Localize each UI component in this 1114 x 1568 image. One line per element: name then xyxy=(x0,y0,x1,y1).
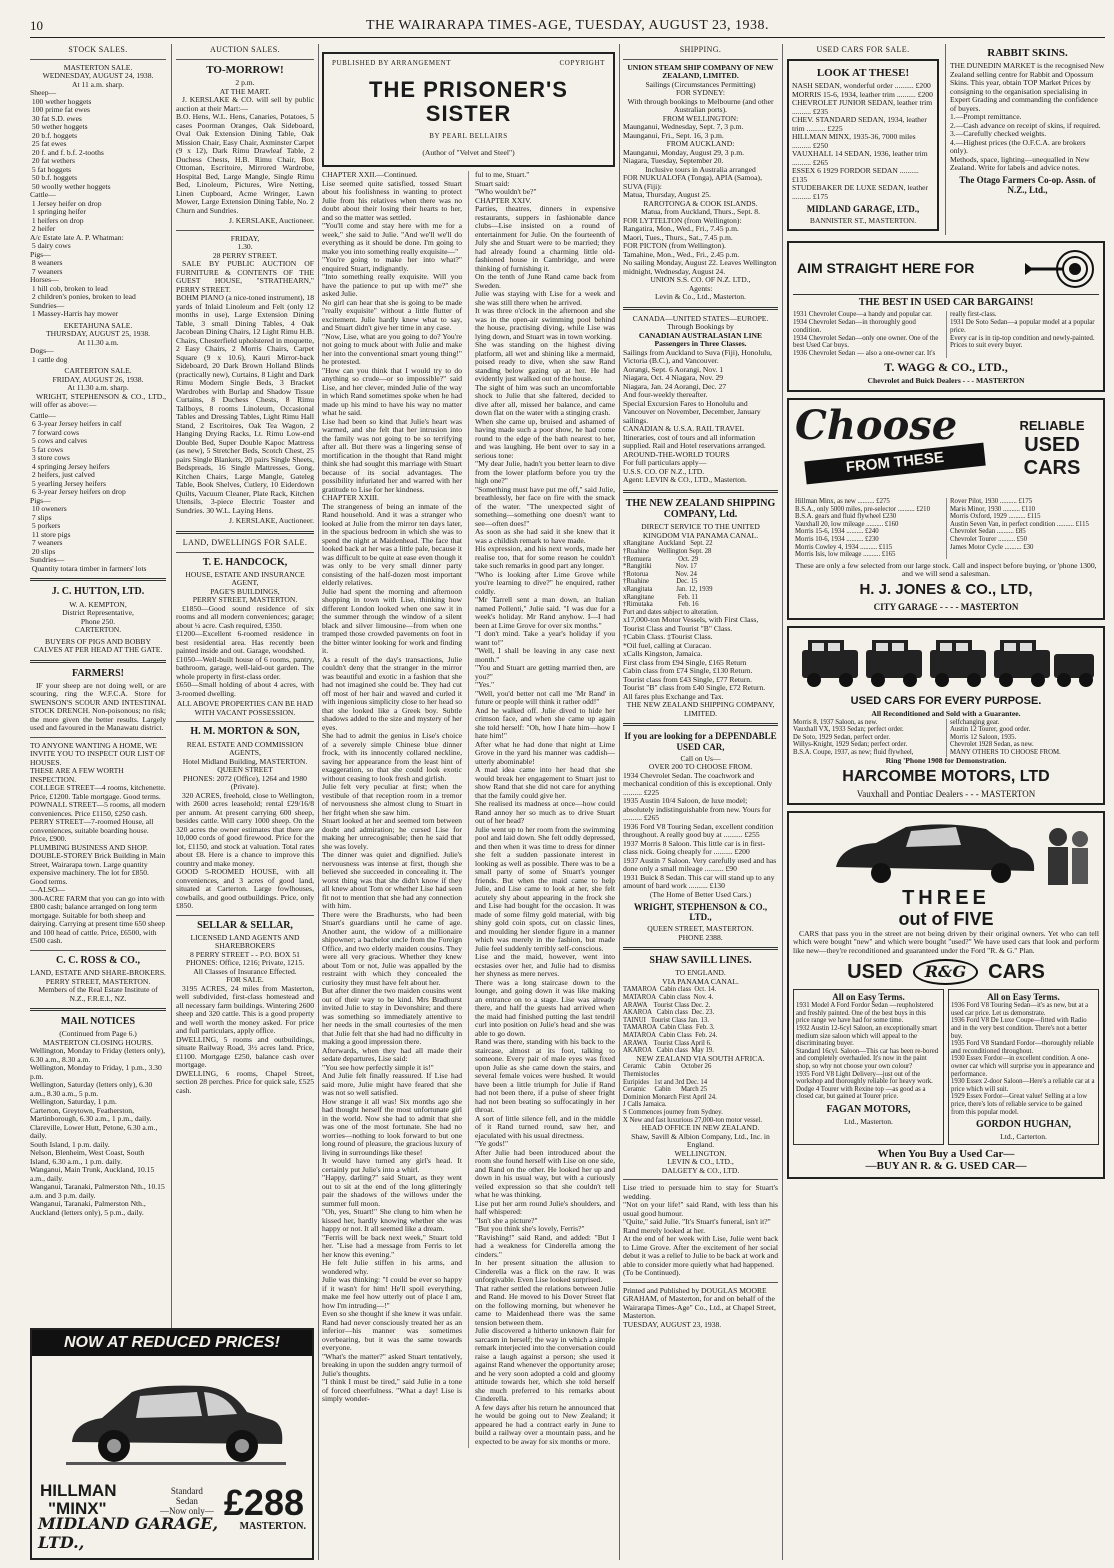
divider xyxy=(176,230,314,231)
canada-passengers: Passengers in Three Classes. xyxy=(654,339,747,349)
divider xyxy=(30,1008,166,1011)
sale-place: 28 PERRY STREET. xyxy=(212,250,278,260)
midland-address: BANNISTER ST., MASTERTON. xyxy=(809,216,917,226)
agent-sub: HOUSE, ESTATE AND INSURANCE AGENT, xyxy=(185,569,305,588)
agent-name: T. E. HANDCOCK, xyxy=(202,556,288,568)
agent-phone: PHONES: 2072 (Office), 1264 and 1980 (Private). xyxy=(183,773,307,792)
divider xyxy=(623,307,778,310)
people-and-car-illustration xyxy=(796,817,1096,887)
agent-address: PERRY STREET, MASTERTON. xyxy=(192,595,298,605)
column-rule xyxy=(619,44,620,1560)
newspaper-title: THE WAIRARAPA TIMES-AGE, TUESDAY, AUGUST 23, 1938. xyxy=(365,18,770,33)
picton-sailings: FOR PICTON (from Wellington). Tamahine, Mon., Wed., Fri., 2.45 p.m. No sailing Monday, August 22. Leaves Wellington midnight, Wednesday, August 24. xyxy=(623,241,777,276)
harcombe-guarantee: All Reconditioned and Sold with a Guarantee. xyxy=(871,709,1021,718)
sale-intro: WRIGHT, STEPHENSON & CO., LTD., will offer as above:— xyxy=(30,391,166,410)
divider xyxy=(30,950,166,951)
look-heading: LOOK AT THESE! xyxy=(816,66,910,79)
shaw-savill-sa: NEW ZEALAND VIA SOUTH AFRICA. xyxy=(636,1053,765,1063)
cars-label: CARS xyxy=(1023,457,1081,480)
sale-lots: Dogs— 1 cattle dog xyxy=(30,346,68,364)
property-listings: £1850—Good sound residence of six rooms and all modern conveniences; garage; about ¼ acre. Cash required, £350. £1200—Excellent 6-roomed residence in best residential area. Has recently been painted inside and out. Garage, woodshed. £1050—Well-built house of 6 rooms, pantry, bathroom, garage, well-laid-out garden. The whole property in first-class order. £650—Small holding of about 4 acres, with 3-roomed dwelling. xyxy=(176,603,314,698)
mail-hours: Wellington, Monday to Friday (letters only), 6.30 a.m., 8.30 a.m. Wellington, Monday to Friday, 1 p.m., 3.30 p.m. Wellington, Saturday (letters only), 6.30 a.m., 8.30 a.m., 5 p.m. Wellington, Saturday, 1 p.m. Carterton, Greytown, Featherston, Martinborough, 6.30 a.m., 1 p.m., daily. Clareville, Lower Hutt, Petone, 6.30 a.m., daily. South Island, 1 p.m. daily. Nelson, Blenheim, West Coast, South Island, 6.30 a.m., 1 p.m. daily. Wanganui, Main Trunk, Auckland, 10.15 a.m., daily. Wanganui, Taranaki, Palmerston Nth., 10.15 a.m. and 3 p.m. daily. Wanganui, Taranaki, Palmerston Nth., Auckland (letters only), 5 p.m., daily. xyxy=(30,1046,165,1217)
column-rule xyxy=(318,44,319,1560)
sale-day: TO-MORROW! xyxy=(206,63,284,76)
canada-line: CANADIAN AUSTRALASIAN LINE xyxy=(638,330,763,340)
divider xyxy=(623,723,778,726)
from-wellington: FROM WELLINGTON: xyxy=(662,113,739,123)
masthead xyxy=(30,12,1105,38)
auction-lots: SALE BY PUBLIC AUCTION OF FURNITURE & CONTENTS OF THE GUEST HOUSE, "STRATHEARN," PERRY STREET. BOHM PIANO (a nice-toned instrument), 18 yards of Inlaid Linoleum and Felt (only 12 months in use), Large Extension Dining Table, 3 small Dining Tables, 4 Oak Jacobean Dining Chairs, 12 Light Rimu H.B. Chairs, Chesterfield upholstered in moquette, 2 Easy Chairs, 2 Morris Chairs, Carpet Square (9 x 10.6), Kauri Mirror-back Sideboard, 20 Dark Brown Holland Blinds (practically new), Curtains, 8 Light and Dark Rimu Modern Single Beds, 3 Bracket Wardrobes with Burlap and Shadow Tissue Curtains, 8 Duchess Chests, 8 Rimu Tallboys, 8 rooms Linoleum, Occasional Tables and Dressing Tables, Light Rimu Hall Stand, 2 Escritoires, Oak Tea Wagon, 2 Hanging Drying Racks, Lt. Rimu Low-end Double Bed, Super Double Kapoc Mattress (as new), 5 Stretcher Beds, Scotch Chest, 25 pairs Single Blankets, 20 pairs Single Sheets, Bedspreads, 16 Single Mattresses, Gong, Kitchen Chairs, Large Mangle, Gateleg Table, Book Shelves, Cutlery, 10 Eiderdown Quilts, Vacuum Cleaner, Plate Rack, Kitchen Utensils, 3-piece Electric Toaster and Sundries. 30 W.L. Laying Hens. xyxy=(176,259,314,515)
three-body: CARS that pass you in the street are not being driven by their original owners. Yet who can tell which were bought "new" and which were bought "used?" We have used cars that look and perform like new—they're reconditioned and guaranteed under the Ford "R. & G." Plan. xyxy=(793,928,1099,955)
nz-shipping-signature: THE NEW ZEALAND SHIPPING COMPANY, LIMITED. xyxy=(626,700,775,718)
farmers-heading: FARMERS! xyxy=(71,667,125,679)
standard-label: Standard xyxy=(170,1486,203,1496)
sale-date: FRIDAY, AUGUST 26, 1938. xyxy=(52,374,144,384)
divider xyxy=(623,490,778,493)
section-heading: LAND, DWELLINGS FOR SALE. xyxy=(182,537,308,547)
houses-listing: TO ANYONE WANTING A HOME, WE INVITE YOU TO INSPECT OUR LIST OF HOUSES. THESE ARE A FEW WORTH INSPECTION. COLLEGE STREET—4 rooms, kitchenette. Price, £1200. Table mortgage. Good terms. POWNALL STREET—5 rooms, all modern conveniences. Price £1150, £250 cash. PERRY STREET—7-roomed House, all conveniences, suitable boarding house. Price, £900. PLUMBING BUSINESS AND SHOP. DOUBLE-STOREY Brick Building in Main Street, Wairarapa town. Large quantity expensive machinery. The lot for £850. Good terms. —ALSO— 300-ACRE FARM that you can go into with £800 cash; balance arranged on long term mortgage. Suitable for both sheep and dairying. Carrying at present time 650 sheep and 100 head of cattle. Price, £6500, with £500 cash. xyxy=(30,740,166,946)
sale-date: THURSDAY, AUGUST 25, 1938. xyxy=(45,329,151,339)
used-label: USED xyxy=(1024,434,1080,457)
inclusive-tours: Inclusive tours in Australia arranged xyxy=(645,164,756,174)
minx-label: "MINX" xyxy=(48,1499,107,1519)
union-agents: UNION S.S. CO. OF N.Z. LTD., Agents: Levin & Co., Ltd., Masterton. xyxy=(650,275,751,302)
advertiser-sub: LAND, ESTATE AND SHARE-BROKERS. xyxy=(30,968,166,978)
sale-title: EKETAHUNA SALE. xyxy=(63,320,133,330)
divider xyxy=(623,947,778,950)
nukualofa-sailings: FOR NUKUALOFA (Tonga), APIA (Samoa), SUVA (Fiji): Matua, Thursday, August 25. xyxy=(623,173,762,200)
column-rule xyxy=(782,44,783,1560)
nz-shipping-sub: DIRECT SERVICE TO THE UNITED KINGDOM VIA PANAMA CANAL. xyxy=(641,522,760,540)
hillman-label: HILLMAN xyxy=(40,1481,117,1501)
sale-time: At 11.30 a.m. sharp. xyxy=(67,383,129,393)
divider xyxy=(176,721,314,722)
shaw-savill-sub: TO ENGLAND. VIA PANAMA CANAL. xyxy=(662,968,739,986)
divider xyxy=(30,578,166,581)
reliable-label: RELIABLE xyxy=(1019,418,1085,434)
from-auckland: FROM AUCKLAND: xyxy=(666,139,735,149)
dependable-firm: WRIGHT, STEPHENSON & CO., LTD., xyxy=(633,902,768,923)
divider xyxy=(30,59,166,60)
dependable-call: Call on Us— xyxy=(680,753,721,763)
rg-used-cars-ad xyxy=(787,811,1105,1178)
union-sub: Sailings (Circumstances Permitting) xyxy=(645,79,756,89)
advertiser-addr: PERRY STREET, MASTERTON. xyxy=(45,976,151,986)
agent-name: SELLAR & SELLAR, xyxy=(197,919,293,931)
sydney-body: With through bookings to Melbourne (and other Australian ports). xyxy=(627,96,774,115)
serial-title: THE PRISONER'S SISTER xyxy=(369,76,568,127)
hillman-minx-ad xyxy=(30,1328,314,1560)
harcombe-ad xyxy=(787,626,1105,805)
serial-text-right: ful to me, Stuart." Stuart said: "Who wouldn't be?" CHAPTER XXIV. Parties, theatres, dinners in expensive restaurants, suppers in fashionable dance clubs—Lise insisted on a round of entertainment for Julie. On the fourteenth of July she and Stuart were to be married; they had already found a charming little old-fashioned house in Cambridge, and were thinking of furnishing it. On the tenth of June Rand came back from Sweden. Julie was staying with Lise for a week and she was still there when he arrived. It was three o'clock in the afternoon and she was in the open-air swimming pool behind the house, practising diving, while Lise was lying down, and Stuart was in town working. She was standing on the highest diving platform, all wet and shining like a mermaid, poised ready to dive, when she saw Rand standing below gazing up at her. He had evidently just walked out of the house. The sight of him was such an uncomfortable shock to Julie that she faltered, decided to dive after all, missed her balance, and came down flat on the water with a stinging crash. When she came up, bruised and ashamed of having made such a poor show, he had come round to the edge of the bath nearest to her, and was laughing. He bent over to say in a serious tone: "My dear Julie, hadn't you better learn to dive from the lower platform before you try the high one?" "Something must have put me off," said Julie, breathlessly, her face on fire with the smack of the water. "The unexpected sight of something—something one doesn't want to see—often does!" As soon as she had said it she knew that it was a childish remark to have made. His expression, and his next words, made her realise too, that for some reason he couldn't take such remarks in good part any longer. "Who is looking after Lime Grove while you're learning to dive?" he enquired, rather coldly. "Mr Tarrell sent a man down, an Italian named Pollenti," Julie said. "I was due for a week's holiday. Mr Rand anyhow. I—I had been at Lime Grove for over six months." "I don't mind. Take a year's holiday if you want to!" "Well, I shall be leaving in any case next month." "You and Stuart are getting married then, are you?" "Yes." "Well, you'd better not call me 'Mr Rand' in future or people will think it rather odd!" And he walked off. Julie dived to hide her crimson face, and when she came up again she told herself: "Oh, how I hate him—how I hate him!" After what he had done that night at Lime Grove in the yard his manner was caddish—utterly abominable! A mad idea came into her head that she would break her engagement to Stuart just to show Rand that she did not care for anything that the family could give her. She realised its madness at once—how could Rand annoy her so much as to drive Stuart out of her head? Julie went up to her room from the swimming pool and laid down. She felt oddly depressed, and then when it was time to dress for dinner she felt a sudden passionate interest in looking as well as possible. There was to be a small party of some of Stuart's younger friends. But when the maid came to help Julie, and Lise came to look at her, she felt acutely shy about appearing in the frock she and Lise had bought for the occasion. It was made of some filmy gold material, with big shiny gold coin spots, cut on classic lines, and moulding her slender figure in a manner which was merely in the fashion, but made Julie feel suddenly terribly self-conscious. Lise and the maid, however, went into ecstasies over her, and Julie had to dismiss her shyness as mere nerves. There was a long staircase down to the lounge, and going down it was like making an entrance on to a stage. Lise was already there, and half the guests had arrived when the maid had finished putting the last tendril curl into position on Julie's head and she was able to go down. Rand was there, standing with his back to the staircase, almost at its foot, talking to someone. Every pair of male eyes was fixed upon Julie as she came down the stairs, and several female voices were hushed. It would have been a little triumph for Julie if Rand had not been there, if a pulse of sheer fright had not been beating so suffocatingly in her throat. A sort of little silence fell, and in the middle of it Rand turned round, saw her, and ejaculated with his usual directness. "Ye gods!" After Julie had been introduced about the room she found herself with Lise on one side, and Rand on the other. He looked her up and down in his usual way, but with a curiously veiled expression so that she couldn't tell what he was thinking. Lise put her arm round Julie's shoulders, and half whispered: "Isn't she a picture?" "But you think she's lovely, Ferris?" "Ravishing!" said Rand, and added: "But I had a weakness for Cinderella among the cinders." In her present situation the allusion to Cinderella was a flick on the raw. It was unforgivable. Even Lise looked surprised. That rather settled the relations between Julie and Rand. He moved to his Dover Street flat on the following morning, but whenever he came to Maidenhead there was the same tension between them. Julie discovered a hitherto unknown flair for sarcasm in herself; the way in which a simple remark interjected into the conversation could raise a laugh against a person; she used it against Rand whenever the opportunity arose; and he very soon adopted a cold and gloomy attitude towards her, which she told herself she much preferred to his remarks about Cinderella. A few days after his return he announced that he would be going out to New Zealand; it appeared he had a contract early in June to build a railway over a mountain pass, and he expected to be away for six months or more. xyxy=(475,170,615,1446)
price-label: £288 xyxy=(223,1482,304,1523)
fagan-list: 1931 Model A Ford Fordor Sedan —reupholstered and freshly painted. One of the best buys in this price range we have had for some time. 1932 Austin 12-6cyl Saloon, an exceptionally smart medium size saloon which will appeal to the discriminating buyer. Standard 16cyl. Saloon—This car has been re-bored and completely overhauled. It's now in the paint shop, so why not choose your own colour? 1935 Ford V8 Light Delivery—just out of the workshop and thoroughly reliable for heavy work. Dodge 4 Tourer with Rexine top —as good as a closed car, but gained at Tourer price. xyxy=(796,1002,939,1101)
jones-ad xyxy=(787,398,1105,620)
page-number: 10 xyxy=(30,18,43,33)
harcombe-sub: Vauxhall and Pontiac Dealers - - - MASTERTON xyxy=(856,788,1036,799)
cars-row-illustration xyxy=(796,632,1096,692)
harcombe-ring: Ring 'Phone 1908 for Demonstration. xyxy=(885,755,1007,765)
rg-cars-label: CARS xyxy=(988,960,1045,983)
sale-title: MASTERTON SALE. xyxy=(63,62,133,72)
now-only-label: —Now only— xyxy=(160,1506,214,1516)
agent-sub: LICENSED LAND AGENTS AND SHAREBROKERS xyxy=(190,932,300,951)
garage-town: MASTERTON. xyxy=(239,1521,306,1532)
divider xyxy=(623,1282,778,1283)
wagg-ad xyxy=(787,241,1105,392)
divider xyxy=(623,59,778,60)
agent-sub: REAL ESTATE AND COMMISSION AGENTS, xyxy=(186,739,304,758)
midland-name: MIDLAND GARAGE, LTD., xyxy=(806,204,920,215)
section-heading: SHIPPING. xyxy=(679,45,722,54)
aim-heading: AIM STRAIGHT HERE FOR xyxy=(797,260,975,276)
sale-time: At 11.30 a.m. xyxy=(77,337,119,347)
dependable-list: 1934 Chevrolet Sedan. The coachwork and mechanical condition of this is exceptional. Only .......... £225 1935 Austin 10/4 Saloon, de luxe model; absolutely indistinguishable from new. Yours for .......... £265 1936 Ford V8 Touring Sedan, excellent condition throughout. A really good buy at .......... £255 1937 Morris 8 Saloon. This little car is in first-class nick. Going cheaply for .......... £200 1937 Austin 7 Saloon. Very carefully used and has done only a small mileage .......... £90 1931 Buick 8 Sedan. This car will stand up to any amount of hard work .......... £130 xyxy=(623,770,777,891)
advertiser-body: BUYERS OF PIGS AND BOBBY CALVES AT PER HEAD AT THE GATE. xyxy=(33,636,163,655)
dependable-over: OVER 200 TO CHOOSE FROM. xyxy=(648,762,753,772)
serial-ending: Lise tried to persuade him to stay for Stuart's wedding. "Not on your life!" said Rand, with less than his usual good humour. "Quite," said Julie. "It's Stuart's funeral, isn't it?" Rand merely looked at her. At the end of her week with Lise, Julie went back to Lime Grove. After the excitement of her social debut it was a relief to Julie to be back at work and able to consider more quietly what had happened. (To be Continued). xyxy=(623,1183,778,1278)
hughan-name: GORDON HUGHAN, xyxy=(976,1119,1071,1131)
sale-day: FRIDAY, xyxy=(230,233,260,243)
for-sale-heading: FOR SALE. xyxy=(226,975,264,985)
sydney-heading: FOR SYDNEY: xyxy=(676,88,725,98)
sale-time: 2 p.m. xyxy=(235,78,255,88)
column-shipping xyxy=(623,44,778,1560)
hughan-list: 1936 Ford V8 Touring Sedan—it's as new, but at a used car price. Let us demonstrate. 1936 Ford V8 De Luxe Coupe—fitted with Radio and in the very best condition. There's not a better buy. 1935 Ford V8 Standard Fordor—thoroughly reliable and reconditioned throughout. 1930 Essex Fordor—in excellent condition. A one-owner car which will surprise you in appearance and performance. 1930 Essex 2-door Saloon—Here's a reliable car at a price which will suit. 1929 Essex Fordor—Great value! Selling at a low price, there's lots of reliable service to be gained from this popular model. xyxy=(951,1002,1095,1116)
aim-subheading: THE BEST IN USED CAR BARGAINS! xyxy=(793,294,1099,308)
rabbit-body: THE DUNEDIN MARKET is the recognised New Zealand selling centre for Rabbit and Opossum Skins. This year, obtain TOP Market Prices by consigning to the organisation specialising in Expert Grading and commanding the confidence of buyers. 1.—Prompt remittance. 2.—Cash advance on receipt of skins, if required. 3.—Carefully checked weights. 4.—Highest prices (the O.F.C.A. are brokers only). Methods, space, lighting—unequalled in New Zealand. Write for labels and advice notes. xyxy=(950,61,1105,173)
sale-place: AT THE MART. xyxy=(219,86,271,96)
divider xyxy=(176,552,314,553)
divider xyxy=(623,1179,778,1180)
jones-note: These are only a few selected from our large stock. Call and inspect before buying, or 'phone 1300, and we will send a salesman. xyxy=(795,560,1097,579)
wagg-sub: Chevrolet and Buick Dealers - - - MASTERTON xyxy=(867,376,1025,386)
jones-sub: CITY GARAGE - - - - MASTERTON xyxy=(873,601,1019,612)
rabbit-heading: RABBIT SKINS. xyxy=(987,47,1068,59)
sedan-label: Sedan xyxy=(175,1496,198,1506)
harcombe-list: Morris 8, 1937 Saloon, as new. Vauxhall VX, 1933 Sedan; perfect order. De Soto, 1929 Sedan, perfect order. Willys-Knight, 1929 Sedan; perfect order. B.S.A. Coupe, 1937, as new; fluid flywheel, selfchanging gear. Austin 12 Tourer, good order. Morris 12 Saloon, 1935. Chevrolet 1928 Sedan, as new. MANY OTHERS TO CHOOSE FROM. xyxy=(793,718,1061,756)
sale-title: CARTERTON SALE. xyxy=(64,366,132,376)
mail-sub: MASTERTON CLOSING HOURS. xyxy=(42,1037,154,1047)
shaw-savill-office: HEAD OFFICE IN NEW ZEALAND. Shaw, Savill & Albion Company, Ltd., Inc. in England. WELLINGTON. LEVIN & CO., LTD., DALGETY & CO., LTD. xyxy=(631,1123,770,1175)
divider xyxy=(30,660,166,663)
serial-author-note: (Author of "Velvet and Steel") xyxy=(422,147,515,157)
jones-name: H. J. JONES & CO., LTD, xyxy=(859,580,1033,598)
three-label: THREE xyxy=(902,887,990,910)
when-you-buy: When You Buy a Used Car— xyxy=(877,1147,1015,1160)
from-wellington-sailings: Maunganui, Wednesday, Sept. 7, 3 p.m. Maunganui, Fri., Sept. 16, 3 p.m. xyxy=(623,122,744,140)
lyttelton-sailings: FOR LYTTELTON (from Wellington): Rangatira, Mon., Wed., Fri., 7.45 p.m. Maori, Tues., Thurs., Sat., 7.45 p.m. xyxy=(623,215,742,242)
advertiser-phone: Phone 250. xyxy=(80,616,116,626)
easy-terms-heading: All on Easy Terms. xyxy=(832,991,905,1002)
fagan-name: FAGAN MOTORS, xyxy=(826,1103,911,1115)
wagg-name: T. WAGG & CO., LTD., xyxy=(884,360,1008,374)
mail-continued: (Continued from Page 6.) xyxy=(59,1029,137,1039)
agent-name: H. M. MORTON & SON, xyxy=(190,726,300,738)
sale-lots: Sheep— 100 wether hoggets 100 prime fat ewes 30 fat S.D. ewes 50 wether hoggets 20 b.f. hoggets 25 fat ewes 20 f. and f. b.f. 2-tooths 20 fat wethers 5 fat hoggets 50 b.f. hoggets 50 woolly wether hoggets Cattle— 1 Jersey heifer on drop 1 springing heifer 1 heifers on drop 2 heifer A/c Estate late A. P. Whatman: 5 dairy cows Pigs— 8 weaners 7 weaners Horses— 1 hill cob, broken to lead 2 children's ponies, broken to lead Sundries— 1 Massey-Harris hay mower xyxy=(30,88,136,319)
nz-shipping-table: xRangitane Auckland Sept. 22 †Ruahine Wellington Sept. 28 †Remuera Oct. 29 *Rangitiki Nov. 17 †Rotorua Nov. 24 †Ruahine Dec. 15 xRangitata Jan. 12, 1939 xRangitane Feb. 11 †Rimutaka Feb. 16 Port and dates subject to alteration. xyxy=(623,540,719,616)
auctioneer-signature: J. KERSLAKE, Auctioneer. xyxy=(229,516,314,526)
wagg-list: 1931 Chevrolet Coupe—a handy and popular car. 1934 Chevrolet Sedan—in thoroughly good condition. 1934 Chevrolet Sedan—only one owner. One of the best Used Car buys. 1936 Chevrolet Sedan — also a one-owner car. It's really first-class. 1931 De Soto Sedan—a popular model at a popular price. Every car is in tip-top condition and newly-painted. Prices to suit every buyer. xyxy=(793,310,1095,358)
sale-lots: Cattle— 6 3-year Jersey heifers in calf 7 forward cows 5 cows and calves 5 fat cows 3 store cows 4 springing Jersey heifers 2 heifers, just calved 5 yearling Jersey heifers 6 3-year Jersey heifers on drop Pigs— 10 oweners 7 slips 5 porkers 11 store pigs 7 weaners 20 slips Sundries— Quantity totara timber in farmers' lots xyxy=(30,410,147,573)
serial-author: BY PEARL BELLAIRS xyxy=(429,132,508,141)
advertiser-role: District Representative, xyxy=(62,608,134,618)
advertiser-members: Members of the Real Estate Institute of N.Z., F.R.E.I., NZ. xyxy=(38,985,158,1003)
agent-phone: PHONES: Office, 1216; Private, 1215. xyxy=(185,958,305,968)
agent-street: QUEEN STREET xyxy=(217,765,273,775)
rg-used-label: USED xyxy=(847,960,903,983)
divider xyxy=(176,531,314,534)
hughan-sub: Ltd., Carterton. xyxy=(1000,1132,1047,1142)
property-listings: 320 ACRES, freehold, close to Wellington, with 2600 acres leasehold; rental £29/16/8 per annum. At present carrying 600 sheep, besides cattle. Will carry 1000 sheep. On the 320 acres the owner estimates that there are 10,000 cords of good firewood. Price for the lot, £1150, and stock at valuation. Total rates about £8. Here is a chance to improve this country and make money. GOOD 5-ROOMED HOUSE, with all conveniences, and 3 acres of good land, situated at Carterton. Large fowlhouses, cowbails, and good outbuildings. Price, only £850. xyxy=(176,790,314,911)
canada-sub: Through Bookings by xyxy=(667,322,734,332)
nz-shipping-fares: x17,000-ton Motor Vessels, with First Class, Tourist Class and Tourist "B" Class. †Cabin Class. ‡Tourist Class. *Oil fuel, calling at Curacao. xCalls Kingston, Jamaica. First class from £94 Single, £165 Return Cabin class from £74 Single, £130 Return. Tourist class from £43 Single, £77 Return. Tourist "B" class from £40 Single, £72 Return. All fares plus Exchange and Tax. xyxy=(623,615,766,701)
divider xyxy=(30,737,166,738)
auctioneer-signature: J. KERSLAKE, Auctioneer. xyxy=(229,216,314,226)
agent-address: 8 PERRY STREET - - P.O. BOX 51 xyxy=(190,949,300,959)
shaw-savill-sa-table: Ceramic Cabin October 26 Themistocles Euripides 1st and 3rd Dec. 14 Ceramic Cabin March 25 Dominion Monarch First April 24. J Calls Jamaica. S Commences journey from Sydney. X New and fast luxurious 27,000-ton motor vessel. xyxy=(623,1063,763,1124)
easy-terms-heading: All on Easy Terms. xyxy=(987,991,1060,1002)
agent-building: Hotel Midland Building, MASTERTON. xyxy=(182,756,308,766)
column-used-cars xyxy=(787,44,1105,1560)
rarotonga-body: Matua, from Auckland, Thurs., Sept. 8. xyxy=(640,207,761,217)
otago-name: The Otago Farmers Co-op. Assn. of N.Z., Ltd., xyxy=(959,174,1096,195)
rg-logo: R&G xyxy=(913,959,978,985)
shaw-savill-heading: SHAW SAVILL LINES. xyxy=(649,955,752,967)
out-of-five-label: out of FIVE xyxy=(898,909,994,930)
imprint: Printed and Published by DOUGLAS MOORE GRAHAM, of Masterton, for and on behalf of the Wairarapa Times-Age" Co., Ltd., at Chapel Street, Masterton. TUESDAY, AUGUST 23, 1938. xyxy=(623,1285,776,1329)
dependable-address: QUEEN STREET, MASTERTON. PHONE 2388. xyxy=(647,924,754,942)
sale-date: WEDNESDAY, AUGUST 24, 1938. xyxy=(42,71,154,81)
advertiser-name: J. C. HUTTON, LTD. xyxy=(51,586,145,598)
serial-text-left: CHAPTER XXII.—Continued. Lise seemed quite satisfied, tossed Stuart about his foolishness in wanting to protect Julie from his relatives when there was no doubt about their losing their hearts to her, and so the matter was settled. "You'll come and stay here with me for a week," she said to Julie. "And we'll we'll do everything as it should be done. I'm going to make you into something really exquisite—" "You're going to make her into what?" enquired Stuart, indignantly. "Into something really exquisite. Will you have the patience to put up with me?" she asked Julie. No girl can hear that she is going to be made "really exquisite" without a little flutter of excitement. Julie hardly knew what to say, and Stuart didn't give her time in any case. "Now, Lise, what are you going to do? You're not going to muck about with Julie and make her into the conventional smart young thing!" he protested. "How can you think that I would try to do anything so crude—or so impossible?" said Lise, and her clever, minded Julie of the way in which Rand sometimes spoke when he had made up his mind to have his way no matter what he said. Lise had been so kind that Julie's heart was warmed, and she felt that her intrusion into the family was not going to be so terrifying after all. But there was a lingering sense of mortification in the thought that Rand might think she had sought this marriage with Stuart because of its social advantages. The possibility infuriated her and warred with her gratitude to Lise for her kindness. CHAPTER XXIII. The strangeness of being an inmate of the Rand household. And it was a stranger who looked at Julie from the mirror ten days later, in the spacious bedroom in which she was to spend the night at Maidenhead. The face that looked back at her was a little pale, because it was difficult to be quite at ease even though it was only to be very small dinner party consisting of the half-dozen most important elderly relatives. Julie had spent the morning and afternoon shopping in town with Lise, thinking how different London looked when one saw it in the summer through the window of a silent black and silver limousine—from when one tramped those crowded pavements on foot in the bitter winter looking for work and finding it. As a result of the day's transactions, Julie couldn't deny that the stranger in the mirror was beautiful and exotic in a fashion that she had not imagined she could be. They had cut off most of her hair and waved and curled it with ingenious simplicity close to her head so that she looked like a Greek boy. Subtle shadows added to the size and mystery of her eyes. She had to admit the genius in Lise's choice of a severely simple Chinese blue dinner frock, with its innocently collared neckline, saving her appearance from the least hint of exaggeration, so that she could look exotic without ceasing to look fresh and girlish. Julie felt very peculiar at first; when the vestibule of that reception room in a tremor of nervousness she almost clung to Stuart in her fright when she saw him. Stuart looked at her and seemed torn between doubt and admiration; he cursed Lise for making her unrecognisable; then he said that she was lovely. The dinner was quiet and dignified. Julie's nervousness was intense at first, though she believed she succeeded in concealing it. The worst thing was that she didn't know if they all knew about Tom or whether Lise had seen fit not to mention that she had any connection with him. There were the Bradhursts, who had been Stuart's guardians until he came of age. Another aunt, the widow of a millionaire shipowner; a bachelor uncle from the Foreign Office, and two elderly maiden cousins. They were all very gracious. Whether they knew about Tom or not, Julie was appalled by the restraint with which they concealed the curiosity they must have felt about her. But after dinner the two maiden cousins went out of their way to be kind. Mrs Bradhurst invited Julie to stay in Devonshire; and there was something so immediately attentive to her needs in the small courtesies of the men that Julie felt that she had had no difficulty in making a good impression there. Afterwards, when they had all made their sedate departures, Lise said: "You see how perfectly simple it is!" And Julie felt finally reassured. If Lise had said more, Julie might have feared that she was not so well satisfied. How strange it all was! Six months ago she had thought herself the most unfortunate girl in the world. Now she had to admit that she was one of the most fortunate. She had no worries—nothing to look forward to but one long round of pleasure, the gracious luxury of living in surroundings like these! It would have turned any girl's head. It certainly put Julie's into a whirl. "Happy, darling?" said Stuart, as they went out to sit at the end of the long glitteringly pair the shadows of the willows under the summer full moon. "Oh, yes, Stuart!" She clung to him when he kissed her, hardly knowing whether she was happy or not. It all seemed like a dream. "Ferris will be back next week," Stuart told her. "Lise had a message from Ferris to let her know this evening." He felt Julie stiffen in his arms, and wondered why. Julie was thinking: "I could be ever so happy if it wasn't for him! He'll spoil everything, make me feel how utterly out of place I am, how I'm intruding—!" Even so she thought if she knew it was unfair. Rand had never consciously treated her as an inferior—his manner was sometimes overbearing, but it was the same towards everyone. "What's the matter?" asked Stuart tentatively, breaking in upon the sudden angry turmoil of Julie's thoughts. "I think I must be tired," said Julie in a tone of forced cheerfulness. "What a day! Lise is simply wonder- xyxy=(322,170,462,1404)
buy-rg: —BUY AN R. & G. USED CAR— xyxy=(865,1160,1027,1173)
reduced-prices-banner: NOW AT REDUCED PRICES! xyxy=(32,1330,312,1356)
auction-lots: J. KERSLAKE & CO. will sell by public auction at their Mart:— B.O. Hens, W.L. Hens, Canaries, Potatoes, 5 cases Poorman Oranges, Oak Sideboard, Oval Oak Extension Dining Table, Oak Mission Chair, Easy Chair, Axminster Carpet (9 x 12), Dark Rimu Drawleaf Table, 2 Duchess Chests, H.B. Rimu Chair, Box Ottoman, Escritoire, Mirrored Wardrobe, Hospital Bed, Large Mangle, Single Rimu Bed, Linoleum, Pictures, Wire Netting, Linen Cupboard, Acme Wringer, Lawn Mower, Large Extension Dining Table, No. 2 Churn and Sundries. xyxy=(176,95,314,215)
agent-building: PAGE'S BUILDINGS, xyxy=(210,586,280,596)
dependable-tagline: (The Home of Better Used Cars.) xyxy=(649,889,752,899)
target-icon xyxy=(1025,249,1095,289)
sale-time: At 11 a.m. sharp. xyxy=(71,79,125,89)
divider xyxy=(176,915,314,916)
property-note: ALL ABOVE PROPERTIES CAN BE HAD WITH VACANT POSSESSION. xyxy=(176,699,314,717)
fagan-sub: Ltd., Masterton. xyxy=(844,1117,893,1127)
section-heading: AUCTION SALES. xyxy=(209,45,281,54)
harcombe-heading: USED CARS FOR EVERY PURPOSE. xyxy=(850,694,1042,707)
copyright-note: COPYRIGHT xyxy=(559,59,605,67)
canada-body: Sailings from Auckland to Suva (Fiji), Honolulu, Victoria (B.C.), and Vancouver. Aorangi, Sept. 6 Aorangi, Nov. 1 Niagara, Oct. 4 Niagara, Nov. 29 Niagara, Jan. 24 Aorangi, Dec. 27 And four-weekly thereafter. Special Excursion Fares to Honolulu and Vancouver on November, December, January sailings. CANADIAN & U.S.A. RAIL TRAVEL Itineraries, cost of tours and all information supplied. Rail and Hotel reservations arranged. AROUND-THE-WORLD TOURS For full particulars apply— U.S.S. CO. OF N.Z., LTD. Agent: LEVIN & CO., LTD., Masterton. xyxy=(623,347,772,485)
section-heading: USED CARS FOR SALE. xyxy=(816,45,910,54)
divider xyxy=(176,59,314,60)
look-list: NASH SEDAN, wonderful order .......... £200 MORRIS 15-6, 1934, leather trim .......... £200 CHEVROLET JUNIOR SEDAN, leather trim .......... £235 CHEV. STANDARD SEDAN, 1934, leather trim .......... £225 HILLMAN MINX, 1935-36, 7000 miles .......... £250 VAUXHALL 14 SEDAN, 1936, leather trim .......... £265 ESSEX 6 1929 FORDOR SEDAN .......... £135 STUDEBAKER DE LUXE SEDAN, leather .......... £175 xyxy=(792,81,933,201)
advertiser-rep: W. A. KEMPTON, xyxy=(69,599,127,609)
choose-script: Choose xyxy=(795,401,958,449)
from-auckland-sailings: Maunganui, Monday, August 29, 3 p.m. Niagara, Tuesday, September 20. xyxy=(623,147,745,166)
nz-shipping-name: THE NEW ZEALAND SHIPPING COMPANY, Ltd. xyxy=(625,497,776,521)
arrangement-note: PUBLISHED BY ARRANGEMENT xyxy=(332,59,452,67)
advertiser-town: CARTERTON. xyxy=(74,625,122,635)
garage-name: MIDLAND GARAGE, LTD., xyxy=(38,1514,219,1552)
advertiser-name: C. C. ROSS & CO., xyxy=(56,954,140,966)
dependable-heading: If you are looking for a DEPENDABLE USED CAR, xyxy=(624,731,777,752)
serial-title-box xyxy=(322,52,615,167)
harcombe-name: HARCOMBE MOTORS, LTD xyxy=(842,768,1050,786)
union-company: UNION STEAM SHIP COMPANY OF NEW ZEALAND, LIMITED. xyxy=(627,62,774,81)
farmers-body: IF your sheep are not doing well, or are scouring, ring the W.F.C.A. Store for SWENSON'S SCOUR AND INTESTINAL STOCK DRENCH. Non-poisonous; no risk; the more given the better results. Largely used and favoured in the Manawatu district. xyxy=(30,680,166,733)
rarotonga-heading: RAROTONGA & COOK ISLANDS. xyxy=(643,198,758,208)
shaw-savill-table: TAMAROA Cabin class Oct. 14. MATAROA Cabin class Nov. 4. ARAWA Tourist Class Dec. 2. AKAROA Cabin class Dec. 23. TAINUI Tourist Class Jan. 13. TAMAROA Cabin Class Feb. 3. MATAROA Cabin Class Feb. 24. ARAWA Tourist Class April 6. AKAROA Cabin class May 19. xyxy=(623,986,718,1055)
jones-list: Hillman Minx, as new .......... £275 B.S.A., only 5000 miles, pre-selector .......... £210 B.S.A. gears and fluid flywheel £230 Vauxhall 20, low mileage .......... £160 Morris 15-6, 1934 .......... £240 Morris 10-6, 1934 .......... £230 Morris Cowley 4, 1934 .......... £115 Morris Isis, low mileage .......... £165 Rover Pilot, 1930 .......... £175 Maris Minor, 1930 .......... £110 Morris Oxford, 1929 .......... £115 Austin Seven Van, in perfect condition .......... £115 Chevrolet Sedan .......... £85 Chevrolet Tourer .......... £50 James Motor Cycle .......... £30 xyxy=(795,497,1089,559)
agent-note: All Classes of Insurance Effected. xyxy=(193,966,297,976)
section-heading: STOCK SALES. xyxy=(68,45,128,54)
sale-time: 1.30. xyxy=(237,242,253,252)
serial-story xyxy=(322,44,615,1560)
car-illustration xyxy=(52,1362,292,1482)
property-listings: 3195 ACRES, 24 miles from Masterton, well subdivided, first-class homestead and all necessary farm buildings. Wintering 2600 sheep and 320 cattle. This is a good property and well worth the money asked. For price and full particulars, apply office. DWELLING, 5 rooms and outbuildings, situate Railway Road, 3½ acres land. Price, £1100. Mortgage £250, balance cash over mortgage. DWELLING, 6 rooms, Chapel Street, section 28 perches. Price for quick sale, £525 cash. xyxy=(176,983,314,1095)
canada-heading: CANADA—UNITED STATES—EUROPE. xyxy=(632,313,769,323)
mail-heading: MAIL NOTICES xyxy=(60,1016,136,1028)
from-these-banner: FROM THESE xyxy=(804,443,985,484)
